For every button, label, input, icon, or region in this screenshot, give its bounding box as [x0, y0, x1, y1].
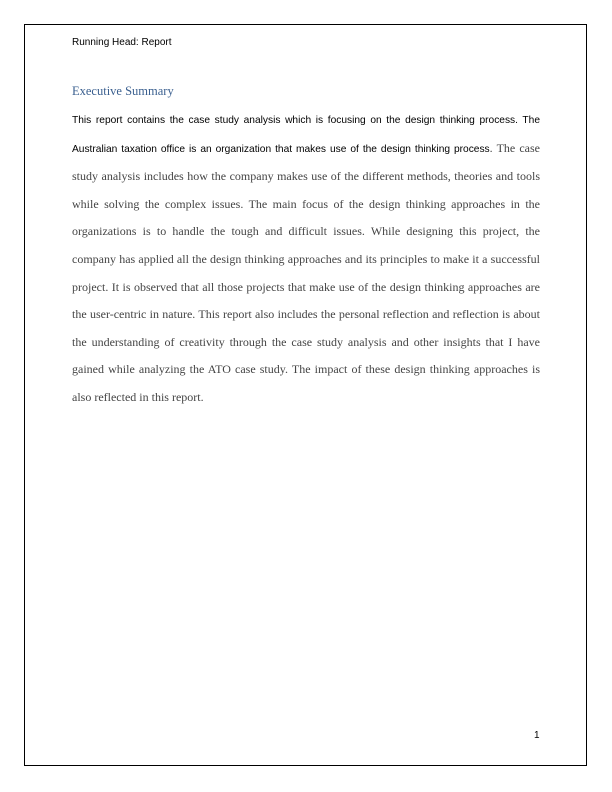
running-head: Running Head: Report: [72, 37, 172, 48]
paragraph-lead: This report contains the case study analysis which is focusing on the design thinking process. The Australian taxation office is an organization that makes use of the design thinking process: [72, 115, 540, 155]
executive-summary-paragraph: [72, 106, 540, 412]
paragraph-rest: . The case study analysis includes how the company makes use of the different methods, theories and tools while solving the complex issues. The main focus of the design thinking approaches in the organizations is to handle the tough and difficult issues. While designing this project, the company has applied all the design thinking approaches and its principles to make it a successful project. It is observed that all those projects that make use of the design thinking approaches are the user-centric in nature. This report also includes the personal reflection and reflection is about the understanding of creativity through the case study analysis and other insights that I have gained while analyzing the ATO case study. The impact of these design thinking approaches is also reflected in this report.: [72, 140, 540, 404]
page-number: 1: [534, 730, 540, 741]
section-heading: Executive Summary: [72, 84, 174, 98]
